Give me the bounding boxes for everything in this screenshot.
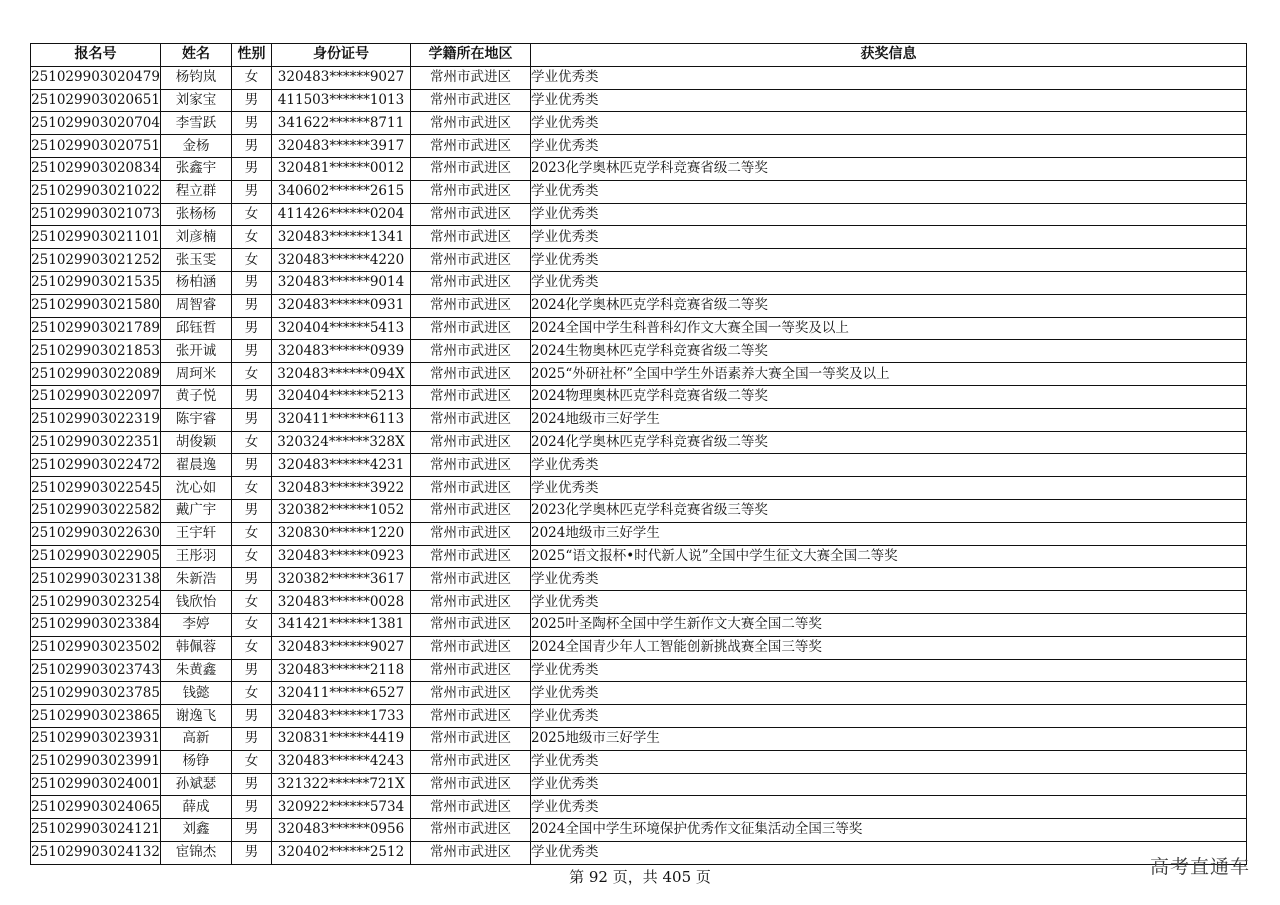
cell-school-region: 常州市武进区 bbox=[411, 636, 531, 659]
cell-gender: 男 bbox=[232, 841, 272, 864]
table-row bbox=[31, 317, 1247, 340]
cell-id-number: 320382******3617 bbox=[272, 568, 411, 591]
cell-registration-no: 251029903021073 bbox=[31, 203, 161, 226]
cell-award-info: 学业优秀类 bbox=[531, 477, 1247, 500]
cell-registration-no: 251029903024065 bbox=[31, 796, 161, 819]
cell-registration-no: 251029903022630 bbox=[31, 522, 161, 545]
table-row bbox=[31, 385, 1247, 408]
cell-award-info: 学业优秀类 bbox=[531, 271, 1247, 294]
table-row bbox=[31, 203, 1247, 226]
cell-name: 周珂米 bbox=[161, 363, 232, 386]
cell-id-number: 320483******2118 bbox=[272, 659, 411, 682]
cell-id-number: 320483******9027 bbox=[272, 66, 411, 89]
table-row bbox=[31, 796, 1247, 819]
cell-gender: 女 bbox=[232, 545, 272, 568]
cell-name: 胡俊颖 bbox=[161, 431, 232, 454]
table-row bbox=[31, 340, 1247, 363]
cell-school-region: 常州市武进区 bbox=[411, 568, 531, 591]
cell-gender: 男 bbox=[232, 659, 272, 682]
cell-registration-no: 251029903020704 bbox=[31, 112, 161, 135]
header-id-number: 身份证号 bbox=[272, 44, 411, 67]
table-row bbox=[31, 271, 1247, 294]
cell-name: 韩佩蓉 bbox=[161, 636, 232, 659]
table-row bbox=[31, 568, 1247, 591]
cell-award-info: 2024生物奥林匹克学科竞赛省级二等奖 bbox=[531, 340, 1247, 363]
cell-id-number: 320404******5213 bbox=[272, 385, 411, 408]
cell-school-region: 常州市武进区 bbox=[411, 226, 531, 249]
cell-name: 钱懿 bbox=[161, 682, 232, 705]
cell-registration-no: 251029903021789 bbox=[31, 317, 161, 340]
table-row bbox=[31, 819, 1247, 842]
table-row bbox=[31, 705, 1247, 728]
cell-registration-no: 251029903021853 bbox=[31, 340, 161, 363]
cell-award-info: 学业优秀类 bbox=[531, 180, 1247, 203]
cell-name: 黄子悦 bbox=[161, 385, 232, 408]
cell-id-number: 321322******721X bbox=[272, 773, 411, 796]
cell-registration-no: 251029903022089 bbox=[31, 363, 161, 386]
cell-gender: 男 bbox=[232, 454, 272, 477]
page-number: 第 92 页，共 405 页 bbox=[569, 868, 711, 886]
cell-school-region: 常州市武进区 bbox=[411, 682, 531, 705]
cell-id-number: 320483******3922 bbox=[272, 477, 411, 500]
cell-award-info: 学业优秀类 bbox=[531, 705, 1247, 728]
table-row bbox=[31, 363, 1247, 386]
cell-id-number: 320483******9014 bbox=[272, 271, 411, 294]
cell-school-region: 常州市武进区 bbox=[411, 180, 531, 203]
cell-gender: 男 bbox=[232, 89, 272, 112]
cell-id-number: 320483******0931 bbox=[272, 294, 411, 317]
cell-registration-no: 251029903022545 bbox=[31, 477, 161, 500]
table-row bbox=[31, 841, 1247, 864]
cell-school-region: 常州市武进区 bbox=[411, 135, 531, 158]
cell-award-info: 2024全国中学生科普科幻作文大赛全国一等奖及以上 bbox=[531, 317, 1247, 340]
cell-gender: 男 bbox=[232, 727, 272, 750]
cell-name: 刘鑫 bbox=[161, 819, 232, 842]
cell-id-number: 320411******6113 bbox=[272, 408, 411, 431]
table-header bbox=[31, 44, 1247, 67]
cell-id-number: 340602******2615 bbox=[272, 180, 411, 203]
cell-school-region: 常州市武进区 bbox=[411, 727, 531, 750]
cell-gender: 女 bbox=[232, 249, 272, 272]
cell-registration-no: 251029903023254 bbox=[31, 591, 161, 614]
cell-registration-no: 251029903021022 bbox=[31, 180, 161, 203]
cell-school-region: 常州市武进区 bbox=[411, 591, 531, 614]
cell-school-region: 常州市武进区 bbox=[411, 522, 531, 545]
cell-gender: 女 bbox=[232, 477, 272, 500]
table-row bbox=[31, 454, 1247, 477]
cell-id-number: 320483******4220 bbox=[272, 249, 411, 272]
cell-id-number: 411503******1013 bbox=[272, 89, 411, 112]
cell-name: 张开诚 bbox=[161, 340, 232, 363]
cell-gender: 女 bbox=[232, 613, 272, 636]
table-row bbox=[31, 727, 1247, 750]
cell-gender: 女 bbox=[232, 363, 272, 386]
cell-name: 程立群 bbox=[161, 180, 232, 203]
cell-gender: 女 bbox=[232, 750, 272, 773]
table-row bbox=[31, 408, 1247, 431]
cell-id-number: 320483******3917 bbox=[272, 135, 411, 158]
cell-award-info: 2024物理奥林匹克学科竞赛省级二等奖 bbox=[531, 385, 1247, 408]
cell-registration-no: 251029903023743 bbox=[31, 659, 161, 682]
cell-school-region: 常州市武进区 bbox=[411, 819, 531, 842]
cell-id-number: 320483******9027 bbox=[272, 636, 411, 659]
cell-award-info: 学业优秀类 bbox=[531, 750, 1247, 773]
cell-gender: 男 bbox=[232, 317, 272, 340]
cell-gender: 男 bbox=[232, 819, 272, 842]
table-row bbox=[31, 499, 1247, 522]
cell-gender: 男 bbox=[232, 294, 272, 317]
cell-award-info: 学业优秀类 bbox=[531, 454, 1247, 477]
table-row bbox=[31, 659, 1247, 682]
cell-id-number: 411426******0204 bbox=[272, 203, 411, 226]
cell-id-number: 320411******6527 bbox=[272, 682, 411, 705]
cell-name: 刘彦楠 bbox=[161, 226, 232, 249]
table-row bbox=[31, 591, 1247, 614]
cell-gender: 女 bbox=[232, 66, 272, 89]
cell-name: 王宇轩 bbox=[161, 522, 232, 545]
cell-id-number: 320483******4243 bbox=[272, 750, 411, 773]
cell-id-number: 320483******1341 bbox=[272, 226, 411, 249]
cell-registration-no: 251029903021101 bbox=[31, 226, 161, 249]
cell-registration-no: 251029903022582 bbox=[31, 499, 161, 522]
cell-id-number: 320382******1052 bbox=[272, 499, 411, 522]
cell-award-info: 学业优秀类 bbox=[531, 773, 1247, 796]
table-row bbox=[31, 294, 1247, 317]
cell-registration-no: 251029903023865 bbox=[31, 705, 161, 728]
cell-gender: 男 bbox=[232, 408, 272, 431]
cell-award-info: 2025“外研社杯”全国中学生外语素养大赛全国一等奖及以上 bbox=[531, 363, 1247, 386]
cell-id-number: 320483******4231 bbox=[272, 454, 411, 477]
header-award-info: 获奖信息 bbox=[531, 44, 1247, 67]
table-row bbox=[31, 66, 1247, 89]
cell-name: 翟晨逸 bbox=[161, 454, 232, 477]
table-row bbox=[31, 431, 1247, 454]
cell-school-region: 常州市武进区 bbox=[411, 796, 531, 819]
cell-gender: 女 bbox=[232, 203, 272, 226]
cell-award-info: 学业优秀类 bbox=[531, 66, 1247, 89]
cell-award-info: 学业优秀类 bbox=[531, 249, 1247, 272]
cell-gender: 男 bbox=[232, 135, 272, 158]
cell-school-region: 常州市武进区 bbox=[411, 841, 531, 864]
cell-school-region: 常州市武进区 bbox=[411, 89, 531, 112]
cell-school-region: 常州市武进区 bbox=[411, 773, 531, 796]
cell-award-info: 学业优秀类 bbox=[531, 203, 1247, 226]
cell-award-info: 2025“语文报杯•时代新人说”全国中学生征文大赛全国二等奖 bbox=[531, 545, 1247, 568]
cell-school-region: 常州市武进区 bbox=[411, 340, 531, 363]
cell-name: 钱欣怡 bbox=[161, 591, 232, 614]
cell-name: 戴广宇 bbox=[161, 499, 232, 522]
cell-id-number: 320483******094X bbox=[272, 363, 411, 386]
table-row bbox=[31, 522, 1247, 545]
cell-name: 陈宇睿 bbox=[161, 408, 232, 431]
cell-award-info: 学业优秀类 bbox=[531, 796, 1247, 819]
cell-name: 杨钧岚 bbox=[161, 66, 232, 89]
cell-school-region: 常州市武进区 bbox=[411, 499, 531, 522]
cell-registration-no: 251029903020834 bbox=[31, 157, 161, 180]
cell-name: 金杨 bbox=[161, 135, 232, 158]
cell-registration-no: 251029903020479 bbox=[31, 66, 161, 89]
cell-school-region: 常州市武进区 bbox=[411, 317, 531, 340]
cell-award-info: 学业优秀类 bbox=[531, 112, 1247, 135]
cell-award-info: 学业优秀类 bbox=[531, 682, 1247, 705]
cell-name: 孙斌瑟 bbox=[161, 773, 232, 796]
cell-name: 朱新浩 bbox=[161, 568, 232, 591]
table-row bbox=[31, 135, 1247, 158]
cell-id-number: 320830******1220 bbox=[272, 522, 411, 545]
header-school-region: 学籍所在地区 bbox=[411, 44, 531, 67]
cell-award-info: 学业优秀类 bbox=[531, 89, 1247, 112]
cell-award-info: 2025地级市三好学生 bbox=[531, 727, 1247, 750]
table-row bbox=[31, 180, 1247, 203]
table-row bbox=[31, 613, 1247, 636]
cell-id-number: 320483******1733 bbox=[272, 705, 411, 728]
cell-award-info: 2024全国青少年人工智能创新挑战赛全国三等奖 bbox=[531, 636, 1247, 659]
cell-name: 薛成 bbox=[161, 796, 232, 819]
cell-award-info: 2024化学奥林匹克学科竞赛省级二等奖 bbox=[531, 294, 1247, 317]
cell-registration-no: 251029903020751 bbox=[31, 135, 161, 158]
header-registration-no: 报名号 bbox=[31, 44, 161, 67]
table-row bbox=[31, 750, 1247, 773]
cell-id-number: 341421******1381 bbox=[272, 613, 411, 636]
cell-gender: 男 bbox=[232, 568, 272, 591]
cell-id-number: 320404******5413 bbox=[272, 317, 411, 340]
cell-name: 杨铮 bbox=[161, 750, 232, 773]
cell-award-info: 学业优秀类 bbox=[531, 841, 1247, 864]
cell-name: 周智睿 bbox=[161, 294, 232, 317]
cell-school-region: 常州市武进区 bbox=[411, 431, 531, 454]
cell-registration-no: 251029903024121 bbox=[31, 819, 161, 842]
header-gender: 性别 bbox=[232, 44, 272, 67]
table-row bbox=[31, 226, 1247, 249]
cell-gender: 女 bbox=[232, 636, 272, 659]
cell-gender: 男 bbox=[232, 340, 272, 363]
cell-gender: 男 bbox=[232, 385, 272, 408]
table-row bbox=[31, 89, 1247, 112]
cell-gender: 男 bbox=[232, 773, 272, 796]
cell-gender: 男 bbox=[232, 705, 272, 728]
cell-id-number: 320831******4419 bbox=[272, 727, 411, 750]
cell-school-region: 常州市武进区 bbox=[411, 750, 531, 773]
cell-gender: 女 bbox=[232, 226, 272, 249]
cell-registration-no: 251029903021580 bbox=[31, 294, 161, 317]
cell-name: 邱钰哲 bbox=[161, 317, 232, 340]
cell-registration-no: 251029903022097 bbox=[31, 385, 161, 408]
cell-award-info: 2024地级市三好学生 bbox=[531, 522, 1247, 545]
cell-gender: 男 bbox=[232, 180, 272, 203]
cell-award-info: 学业优秀类 bbox=[531, 659, 1247, 682]
cell-id-number: 320324******328X bbox=[272, 431, 411, 454]
table-row bbox=[31, 157, 1247, 180]
cell-school-region: 常州市武进区 bbox=[411, 271, 531, 294]
header-name: 姓名 bbox=[161, 44, 232, 67]
cell-gender: 男 bbox=[232, 271, 272, 294]
cell-gender: 女 bbox=[232, 522, 272, 545]
cell-award-info: 2023化学奥林匹克学科竞赛省级二等奖 bbox=[531, 157, 1247, 180]
cell-school-region: 常州市武进区 bbox=[411, 454, 531, 477]
cell-registration-no: 251029903023991 bbox=[31, 750, 161, 773]
cell-registration-no: 251029903021252 bbox=[31, 249, 161, 272]
cell-name: 高新 bbox=[161, 727, 232, 750]
cell-award-info: 学业优秀类 bbox=[531, 226, 1247, 249]
cell-award-info: 2025叶圣陶杯全国中学生新作文大赛全国二等奖 bbox=[531, 613, 1247, 636]
table-body bbox=[31, 66, 1247, 864]
cell-gender: 女 bbox=[232, 591, 272, 614]
cell-name: 沈心如 bbox=[161, 477, 232, 500]
table-row bbox=[31, 112, 1247, 135]
cell-school-region: 常州市武进区 bbox=[411, 203, 531, 226]
cell-registration-no: 251029903022351 bbox=[31, 431, 161, 454]
cell-registration-no: 251029903023384 bbox=[31, 613, 161, 636]
cell-registration-no: 251029903020651 bbox=[31, 89, 161, 112]
cell-award-info: 2024地级市三好学生 bbox=[531, 408, 1247, 431]
cell-id-number: 320402******2512 bbox=[272, 841, 411, 864]
cell-id-number: 320483******0923 bbox=[272, 545, 411, 568]
cell-id-number: 320483******0028 bbox=[272, 591, 411, 614]
cell-registration-no: 251029903023138 bbox=[31, 568, 161, 591]
cell-gender: 男 bbox=[232, 112, 272, 135]
cell-registration-no: 251029903022319 bbox=[31, 408, 161, 431]
cell-school-region: 常州市武进区 bbox=[411, 157, 531, 180]
cell-name: 朱黄鑫 bbox=[161, 659, 232, 682]
cell-name: 宦锦杰 bbox=[161, 841, 232, 864]
cell-registration-no: 251029903023785 bbox=[31, 682, 161, 705]
cell-award-info: 2024全国中学生环境保护优秀作文征集活动全国三等奖 bbox=[531, 819, 1247, 842]
cell-school-region: 常州市武进区 bbox=[411, 294, 531, 317]
cell-gender: 女 bbox=[232, 682, 272, 705]
cell-id-number: 341622******8711 bbox=[272, 112, 411, 135]
header-row bbox=[31, 44, 1247, 67]
cell-id-number: 320922******5734 bbox=[272, 796, 411, 819]
cell-registration-no: 251029903021535 bbox=[31, 271, 161, 294]
cell-name: 张鑫宇 bbox=[161, 157, 232, 180]
table-row bbox=[31, 682, 1247, 705]
table-row bbox=[31, 636, 1247, 659]
cell-id-number: 320481******0012 bbox=[272, 157, 411, 180]
cell-id-number: 320483******0939 bbox=[272, 340, 411, 363]
cell-award-info: 2024化学奥林匹克学科竞赛省级二等奖 bbox=[531, 431, 1247, 454]
cell-award-info: 学业优秀类 bbox=[531, 591, 1247, 614]
cell-registration-no: 251029903022472 bbox=[31, 454, 161, 477]
cell-school-region: 常州市武进区 bbox=[411, 477, 531, 500]
cell-school-region: 常州市武进区 bbox=[411, 363, 531, 386]
cell-school-region: 常州市武进区 bbox=[411, 408, 531, 431]
table-row bbox=[31, 545, 1247, 568]
cell-registration-no: 251029903023502 bbox=[31, 636, 161, 659]
cell-gender: 男 bbox=[232, 157, 272, 180]
cell-registration-no: 251029903024001 bbox=[31, 773, 161, 796]
cell-name: 杨柏涵 bbox=[161, 271, 232, 294]
cell-award-info: 学业优秀类 bbox=[531, 135, 1247, 158]
cell-name: 张玉雯 bbox=[161, 249, 232, 272]
cell-name: 谢逸飞 bbox=[161, 705, 232, 728]
cell-award-info: 2023化学奥林匹克学科竞赛省级三等奖 bbox=[531, 499, 1247, 522]
cell-school-region: 常州市武进区 bbox=[411, 66, 531, 89]
cell-name: 张杨杨 bbox=[161, 203, 232, 226]
table-row bbox=[31, 249, 1247, 272]
cell-registration-no: 251029903022905 bbox=[31, 545, 161, 568]
cell-name: 王彤羽 bbox=[161, 545, 232, 568]
cell-gender: 男 bbox=[232, 796, 272, 819]
table-row bbox=[31, 477, 1247, 500]
cell-school-region: 常州市武进区 bbox=[411, 613, 531, 636]
cell-id-number: 320483******0956 bbox=[272, 819, 411, 842]
cell-school-region: 常州市武进区 bbox=[411, 249, 531, 272]
cell-school-region: 常州市武进区 bbox=[411, 659, 531, 682]
cell-name: 刘家宝 bbox=[161, 89, 232, 112]
cell-school-region: 常州市武进区 bbox=[411, 385, 531, 408]
cell-gender: 男 bbox=[232, 499, 272, 522]
cell-school-region: 常州市武进区 bbox=[411, 705, 531, 728]
cell-award-info: 学业优秀类 bbox=[531, 568, 1247, 591]
cell-registration-no: 251029903023931 bbox=[31, 727, 161, 750]
cell-name: 李雪跃 bbox=[161, 112, 232, 135]
watermark-logo-text: 高考直通车 bbox=[1149, 856, 1250, 878]
table-row bbox=[31, 773, 1247, 796]
cell-school-region: 常州市武进区 bbox=[411, 112, 531, 135]
cell-registration-no: 251029903024132 bbox=[31, 841, 161, 864]
cell-name: 李婷 bbox=[161, 613, 232, 636]
cell-gender: 女 bbox=[232, 431, 272, 454]
cell-school-region: 常州市武进区 bbox=[411, 545, 531, 568]
roster-table bbox=[30, 43, 1247, 865]
